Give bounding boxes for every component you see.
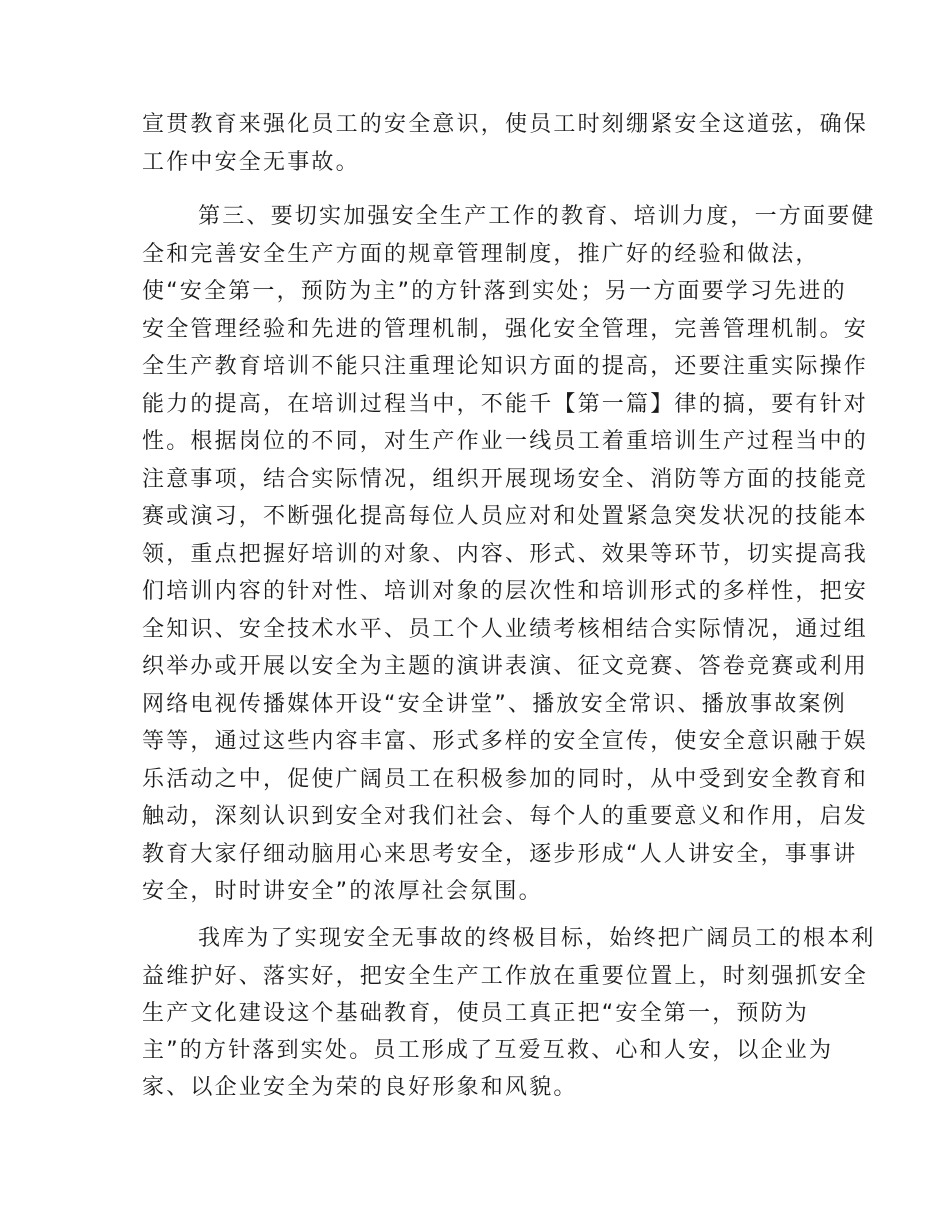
paragraph-3-line-1: 我库为了实现安全无事故的终极目标，始终把广阔员工的根本利 — [198, 926, 876, 951]
paragraph-2-line-2: 全和完善安全生产方面的规章管理制度，推广好的经验和做法， — [142, 242, 820, 267]
paragraph-2-line-3: 使“安全第一，预防为主”的方针落到实处；另一方面要学习先进的 — [142, 279, 847, 304]
paragraph-2-line-19: 安全，时时讲安全”的浓厚社会氛围。 — [142, 879, 543, 904]
paragraph-1-line-1: 宣贯教育来强化员工的安全意识，使员工时刻绷紧安全这道弦，确保 — [142, 112, 869, 137]
paragraph-2-line-1: 第三、要切实加强安全生产工作的教育、培训力度，一方面要健 — [198, 204, 876, 229]
paragraph-1-line-2: 工作中安全无事故。 — [142, 150, 360, 175]
paragraph-2-line-18: 教育大家仔细动脑用心来思考安全，逐步形成“人人讲安全，事事讲 — [142, 842, 858, 867]
paragraph-2-line-14: 网络电视传播媒体开设“安全讲堂”、播放安全常识、播放事故案例 — [142, 692, 847, 717]
paragraph-2-line-16: 乐活动之中，促使广阔员工在积极参加的同时，从中受到安全教育和 — [142, 767, 869, 792]
paragraph-3-line-4: 主”的方针落到实处。员工形成了互爱互救、心和人安，以企业为 — [142, 1038, 834, 1063]
paragraph-2-line-5: 全生产教育培训不能只注重理论知识方面的提高，还要注重实际操作 — [142, 354, 869, 379]
paragraph-2-line-10: 领，重点把握好培训的对象、内容、形式、效果等环节，切实提高我 — [142, 542, 869, 567]
paragraph-2-line-8: 注意事项，结合实际情况，组织开展现场安全、消防等方面的技能竞 — [142, 467, 869, 492]
paragraph-2-line-12: 全知识、安全技术水平、员工个人业绩考核相结合实际情况，通过组 — [142, 617, 869, 642]
paragraph-2-line-17: 触动，深刻认识到安全对我们社会、每个人的重要意义和作用，启发 — [142, 804, 869, 829]
paragraph-2-line-11: 们培训内容的针对性、培训对象的层次性和培训形式的多样性，把安 — [142, 579, 869, 604]
paragraph-2-line-6: 能力的提高，在培训过程当中，不能千【第一篇】律的搞，要有针对 — [142, 392, 869, 417]
paragraph-2-line-13: 织举办或开展以安全为主题的演讲表演、征文竞赛、答卷竞赛或利用 — [142, 654, 869, 679]
paragraph-2-line-4: 安全管理经验和先进的管理机制，强化安全管理，完善管理机制。安 — [142, 317, 869, 342]
paragraph-2-line-9: 赛或演习，不断强化提高每位人员应对和处置紧急突发状况的技能本 — [142, 504, 869, 529]
paragraph-3-line-2: 益维护好、落实好，把安全生产工作放在重要位置上，时刻强抓安全 — [142, 964, 869, 989]
paragraph-2-line-7: 性。根据岗位的不同，对生产作业一线员工着重培训生产过程当中的 — [142, 429, 869, 454]
paragraph-3-line-3: 生产文化建设这个基础教育，使员工真正把“安全第一，预防为 — [142, 1001, 809, 1026]
paragraph-2-line-15: 等等，通过这些内容丰富、形式多样的安全宣传，使安全意识融于娱 — [142, 729, 869, 754]
paragraph-3-line-5: 家、以企业安全为荣的良好形象和风貌。 — [142, 1075, 578, 1100]
